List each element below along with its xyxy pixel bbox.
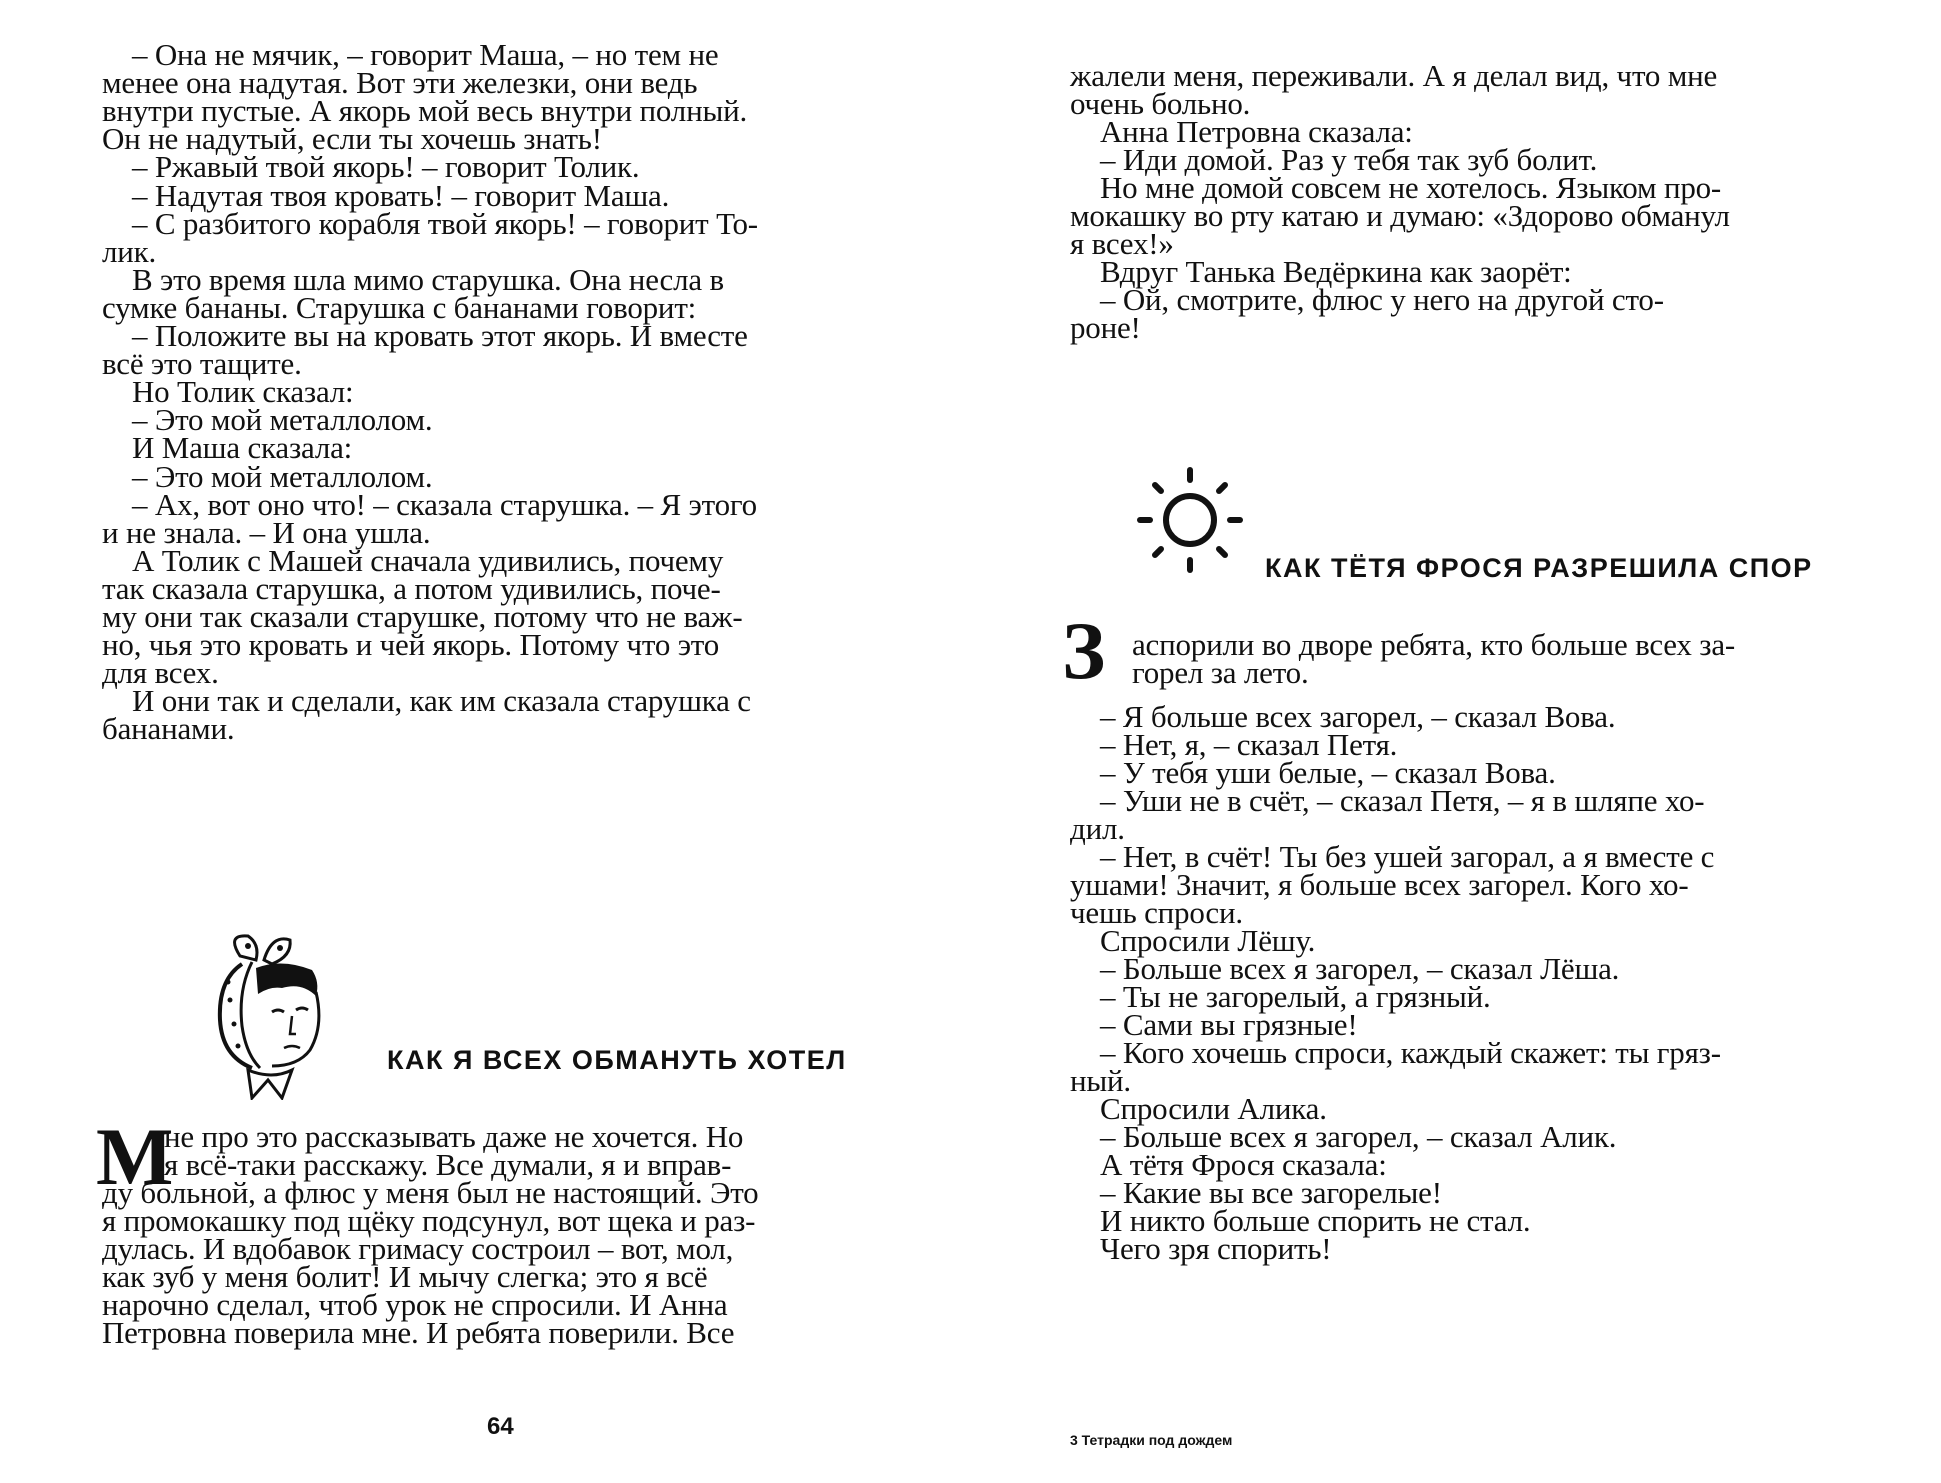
text-line: лик. (102, 233, 157, 269)
text-line: И никто больше спорить не стал. (1100, 1203, 1531, 1238)
text-line: – Нет, в счёт! Ты без ушей загорал, а я вместе с (1100, 839, 1715, 874)
text-line: Но мне домой совсем не хотелось. Языком про- (1100, 170, 1722, 205)
text-line: так сказала старушка, а потом удивились, поче- (102, 570, 721, 606)
text-line: бананами. (102, 711, 235, 747)
text-line: – Ах, вот оно что! – сказала старушка. – Я этого (132, 486, 757, 522)
text-line: Анна Петровна сказала: (1100, 114, 1413, 149)
text-line: я промокашку под щёку подсунул, вот щека и раз- (102, 1203, 756, 1238)
text-line: му они так сказали старушке, потому что не важ- (102, 599, 743, 634)
text-line: очень больно. (1070, 86, 1251, 121)
text-line: ный. (1070, 1063, 1131, 1098)
story-title-deceive: КАК Я ВСЕХ ОБМАНУТЬ ХОТЕЛ (387, 1045, 847, 1075)
text-line: дил. (1070, 811, 1125, 846)
text-line: дулась. И вдобавок гримасу состроил – вот, мол, (102, 1231, 734, 1266)
story-title-dispute: КАК ТЁТЯ ФРОСЯ РАЗРЕШИЛА СПОР (1265, 553, 1813, 583)
text-line: я всех!» (1070, 226, 1174, 261)
text-line: внутри пустые. А якорь мой весь внутри полный. (102, 93, 748, 129)
text-line: Петровна поверила мне. И ребята поверили. Все (102, 1315, 735, 1350)
text-line: нарочно сделал, чтоб урок не спросили. И Анна (102, 1287, 728, 1322)
text-line: – Это мой металлолом. (132, 402, 433, 438)
text-line: мокашку во рту катаю и думаю: «Здорово обманул (1070, 198, 1730, 233)
text-line: и не знала. – И она ушла. (102, 514, 431, 550)
text-line: – С разбитого корабля твой якорь! – говорит То- (132, 205, 758, 241)
signature-footer: 3 Тетрадки под дождем (1070, 1432, 1233, 1448)
text-line: – Больше всех я загорел, – сказал Лёша. (1100, 951, 1620, 986)
text-line: чешь спроси. (1070, 895, 1243, 930)
boy-with-toothache-icon (212, 930, 352, 1100)
text-line: – Положите вы на кровать этот якорь. И вместе (132, 318, 748, 353)
text-line: жалели меня, переживали. А я делал вид, что мне (1070, 58, 1718, 93)
text-line: как зуб у меня болит! И мычу слегка; это я всё (102, 1259, 708, 1294)
text-line: сумке бананы. Старушка с бананами говорит: (102, 289, 697, 325)
text-line: – Иди домой. Раз у тебя так зуб болит. (1100, 142, 1598, 177)
text-line: не про это рассказывать даже не хочется. Но (164, 1119, 744, 1154)
text-line: И они так и сделали, как им сказала старушка с (132, 683, 751, 719)
text-line: ушами! Значит, я больше всех загорел. Кого хо- (1070, 867, 1689, 902)
sun-icon (1130, 460, 1250, 580)
text-line: ду больной, а флюс у меня был не настоящий. Это (102, 1175, 759, 1210)
text-line: – Нет, я, – сказал Петя. (1100, 727, 1398, 762)
text-line: – Уши не в счёт, – сказал Петя, – я в шляпе хо- (1100, 783, 1705, 818)
text-line: А Толик с Машей сначала удивились, почему (132, 542, 724, 578)
page-number: 64 (487, 1413, 514, 1440)
text-line: – Ржавый твой якорь! – говорит Толик. (132, 149, 640, 185)
text-line: – Ой, смотрите, флюс у него на другой сто- (1100, 282, 1664, 317)
dropcap-letter: М (96, 1111, 174, 1202)
text-line: менее она надутая. Вот эти железки, они ведь (102, 65, 698, 101)
text-line: А тётя Фрося сказала: (1100, 1147, 1387, 1182)
dropcap-letter: З (1062, 605, 1106, 696)
text-line: для всех. (102, 655, 219, 691)
text-line: – Ты не загорелый, а грязный. (1100, 979, 1491, 1014)
text-line: я всё-таки расскажу. Все думали, я и вправ- (164, 1147, 732, 1182)
text-line: – У тебя уши белые, – сказал Вова. (1100, 755, 1556, 790)
text-line: В это время шла мимо старушка. Она несла в (132, 261, 724, 297)
text-line: – Сами вы грязные! (1100, 1007, 1358, 1042)
text-line: – Надутая твоя кровать! – говорит Маша. (132, 177, 670, 213)
text-line: всё это тащите. (102, 346, 302, 382)
text-line: И Маша сказала: (132, 430, 353, 466)
text-line: но, чья это кровать и чей якорь. Потому что это (102, 627, 720, 663)
text-line: – Какие вы все загорелые! (1100, 1175, 1442, 1210)
text-line: Чего зря спорить! (1100, 1231, 1332, 1266)
text-line: – Это мой металлолом. (132, 458, 433, 494)
right-page (1062, 0, 1870, 1483)
text-line: Спросили Алика. (1100, 1091, 1327, 1126)
text-line: – Я больше всех загорел, – сказал Вова. (1100, 699, 1616, 734)
text-line: – Она не мячик, – говорит Маша, – но тем не (132, 37, 719, 72)
text-line: Вдруг Танька Ведёркина как заорёт: (1100, 254, 1572, 289)
text-line: – Кого хочешь спроси, каждый скажет: ты гряз- (1100, 1035, 1721, 1070)
text-line: аспорили во дворе ребята, кто больше всех за- (1132, 627, 1736, 662)
text-line: Он не надутый, если ты хочешь знать! (102, 121, 602, 157)
text-line: роне! (1070, 310, 1141, 345)
text-line: Спросили Лёшу. (1100, 923, 1316, 958)
text-line: – Больше всех я загорел, – сказал Алик. (1100, 1119, 1617, 1154)
text-line: Но Толик сказал: (132, 374, 354, 410)
text-line: горел за лето. (1132, 655, 1309, 690)
left-page (96, 0, 902, 1483)
